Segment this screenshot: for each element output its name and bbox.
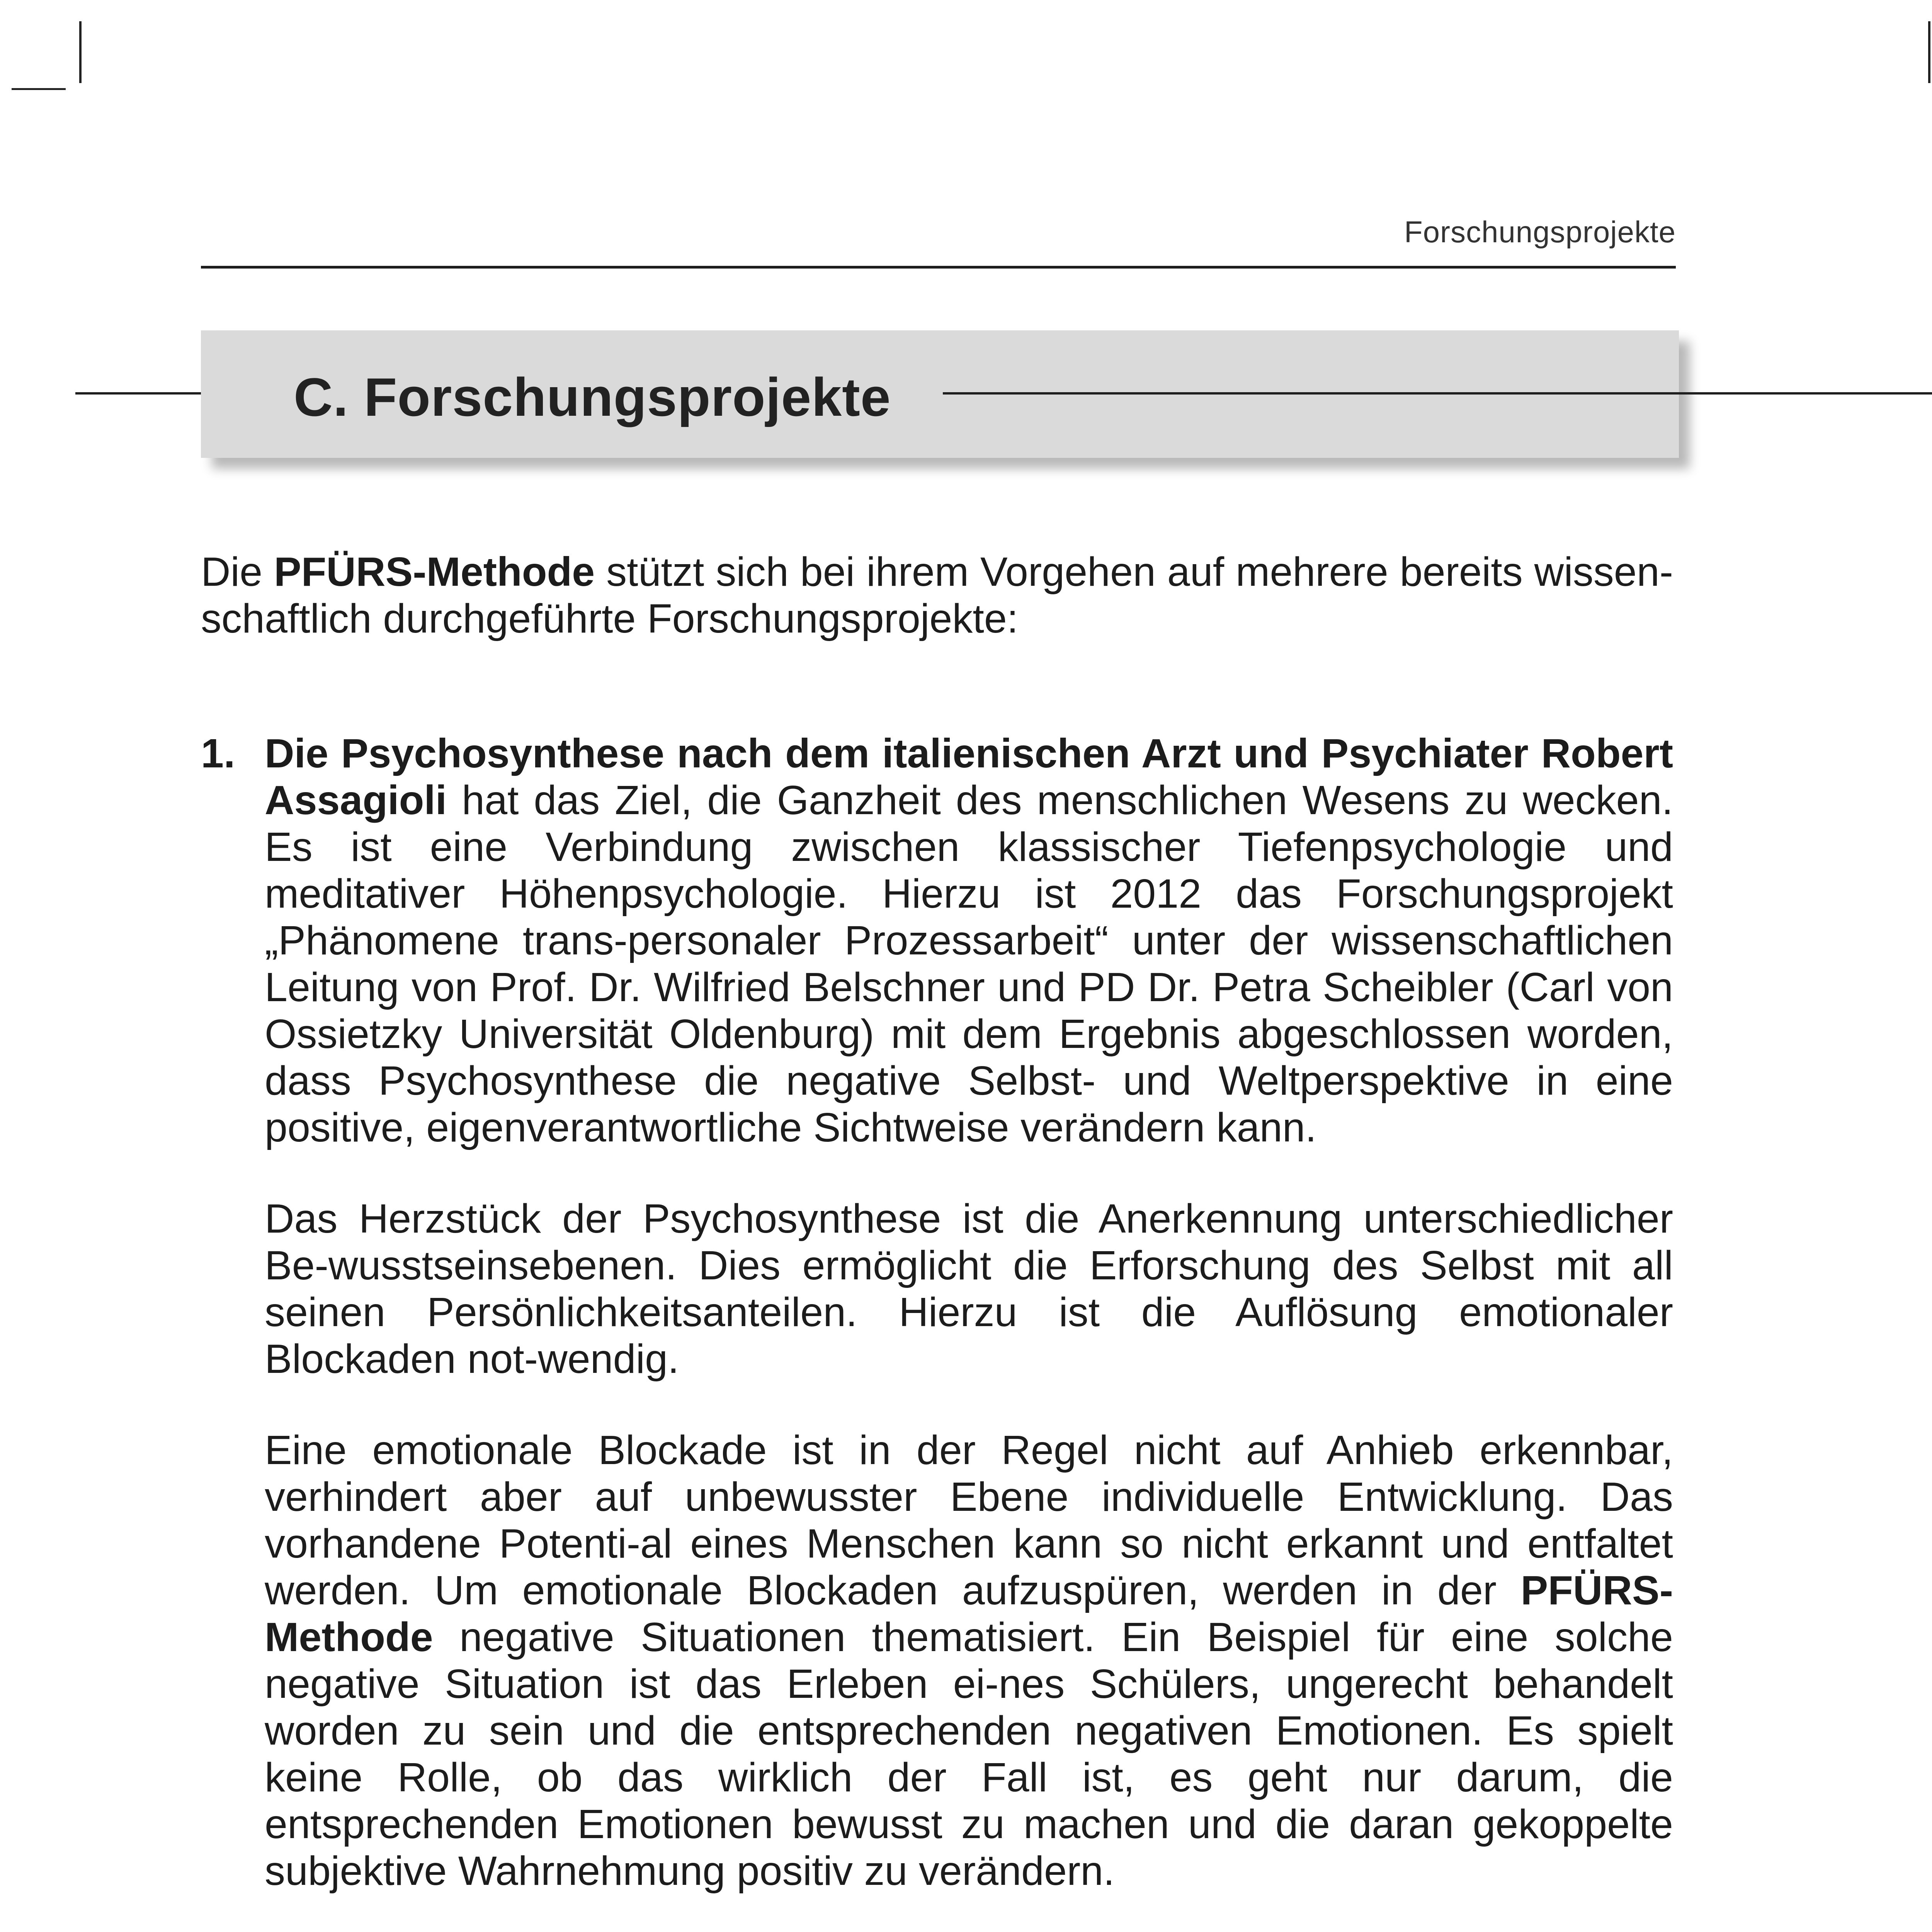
item-1-lead-rest: hat das Ziel, die Ganzheit des menschlichen Wesens zu wecken. Es ist eine Verbindung zwischen klassischer Tiefenpsychologie und meditativer Höhenpsychologie. Hierzu ist 2012 das Forschungsprojekt „Phänomene trans-personaler Prozessarbeit“ unter der wissenschaftlichen Leitung von Prof. Dr. Wilfried Belschner und PD Dr. Petra Scheibler (Carl von Ossietzky Universität Oldenburg) mit dem Ergebnis abgeschlossen worden, dass Psychosynthese die negative Selbst- und Weltperspektive in eine positive, eigenverantwortliche Sichtweise verändern kann. [265,777,1673,1150]
crop-mark-top-left-v [79,21,82,83]
item-1-lead-bold: Die Psychosynthese nach dem italienischen Arzt und Psychiater Robert Assagioli [265,731,1673,823]
list-item-1 [265,730,1673,1932]
running-header: Forschungsprojekte [1404,215,1676,249]
item-1-para3-b: negative Situationen thematisiert. Ein Beispiel für eine solche negative Situation ist das Erleben ei-nes Schülers, ungerecht behandelt worden zu sein und die entsprechenden negativen Emotionen. Es spielt keine Rolle, ob das wirklich der Fall ist, es geht nur darum, die entsprechenden Emotionen bewusst zu machen und die daran gekoppelte subjektive Wahrnehmung positiv zu verändern. [265,1614,1673,1894]
crop-mark-top-right-v [1928,21,1930,83]
section-title: C. Forschungsprojekte [294,367,891,427]
banner-rule-right [943,392,1932,395]
intro-before: Die [201,549,274,595]
item-1-para3-a: Eine emotionale Blockade ist in der Regel nicht auf Anhieb erkennbar, verhindert aber auf unbewusster Ebene individuelle Entwicklung. Das vorhandene Potenti-al eines Menschen kann so nicht erkannt und entfaltet werden. Um emotionale Blockaden aufzuspüren, werden in der [265,1427,1673,1613]
crop-mark-top-left-h [12,88,66,90]
header-rule [201,266,1676,269]
item-1-paragraph-3 [265,1427,1673,1895]
list-number-1: 1. [201,731,235,776]
item-1-paragraph-1 [265,730,1673,1151]
intro-paragraph [201,549,1673,642]
item-1-para3-bold: PFÜRS-Methode [265,1568,1673,1660]
intro-after: stützt sich bei ihrem Vorgehen auf mehrere bereits wissen-schaftlich durchgeführte Forschungsprojekte: [201,549,1673,641]
item-1-paragraph-2: Das Herzstück der Psychosynthese ist die Anerkennung unterschiedlicher Be-wusstseinsebenen. Dies ermöglicht die Erforschung des Selbst mit all seinen Persönlichkeitsanteilen. Hierzu ist die Auflösung emotionaler Blockaden not-wendig. [265,1196,1673,1382]
intro-bold-method: PFÜRS-Methode [274,549,595,595]
